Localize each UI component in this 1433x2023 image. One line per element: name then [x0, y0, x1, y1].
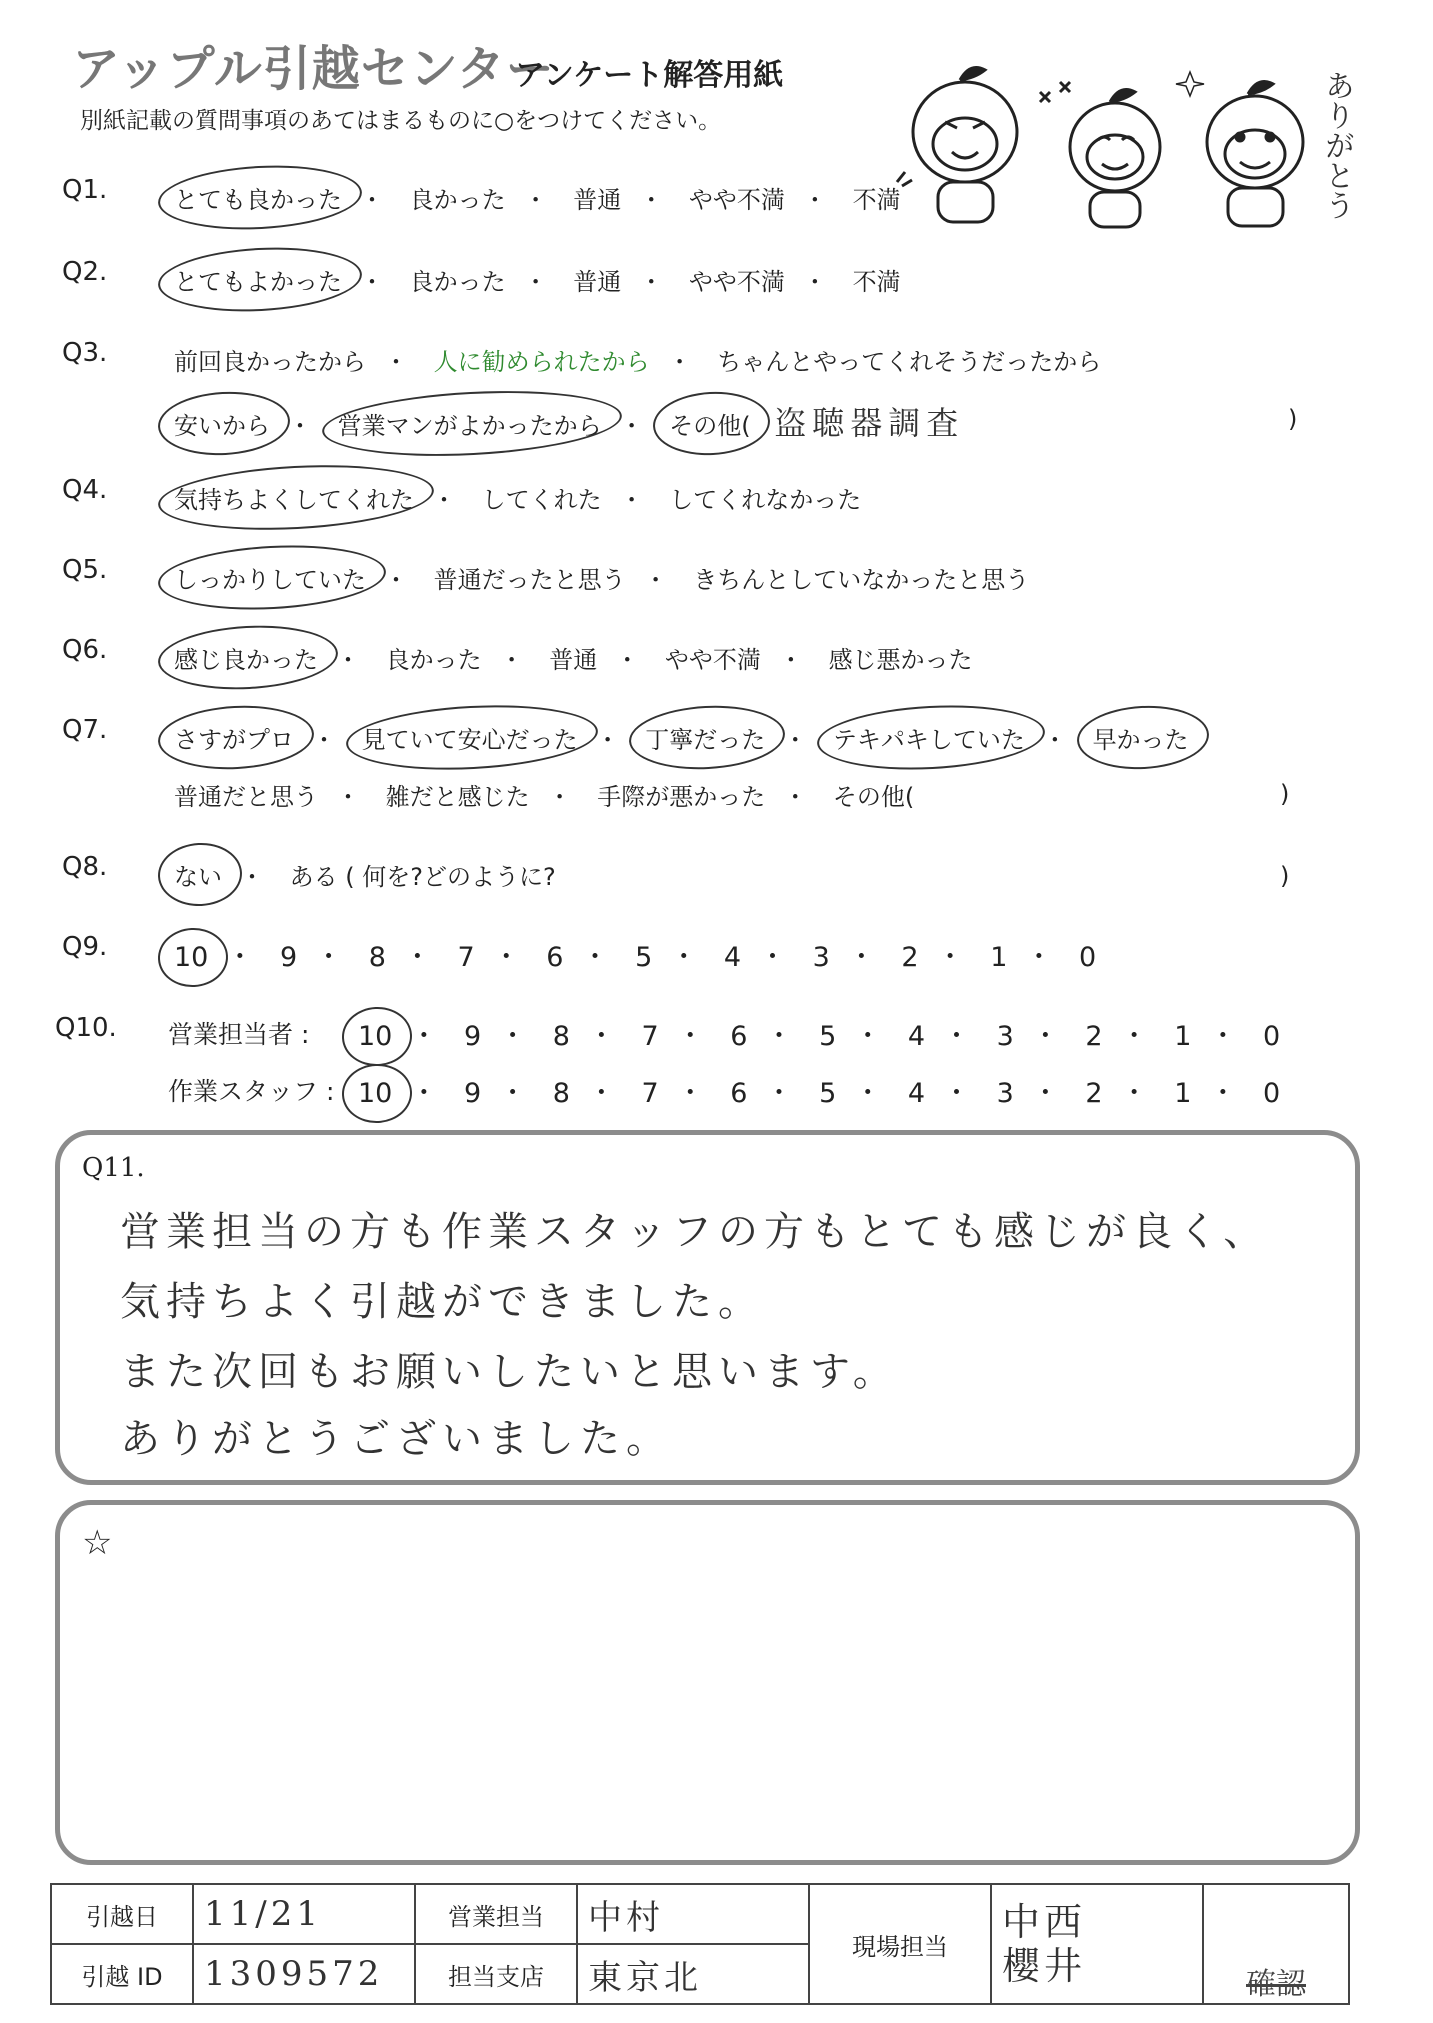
q11-comment-line-3: また次回もお願いしたいと思います。 [120, 1349, 899, 1395]
company-title: アップル引越センター [72, 41, 555, 97]
q6-option-1[interactable]: 感じ良かった [168, 638, 324, 677]
q10-staff-score-2[interactable]: 2 [1085, 1078, 1103, 1109]
q10-sales-score-7[interactable]: 7 [641, 1021, 659, 1052]
q11-comment-line-1: 営業担当の方も作業スタッフの方もとても感じが良く、 [120, 1209, 1270, 1255]
q10-staff-score-5[interactable]: 5 [819, 1078, 837, 1109]
q11-label: Q11. [82, 1153, 145, 1183]
q1-option-4[interactable]: やや不満 [688, 186, 785, 214]
q7-close-paren: ) [1280, 780, 1290, 808]
q9-score-10[interactable]: 10 [168, 940, 214, 975]
q2-option-4[interactable]: やや不満 [688, 268, 785, 296]
q5-option-3[interactable]: きちんとしていなかったと思う [693, 566, 1030, 594]
q2-option-3[interactable]: 普通 [573, 268, 622, 296]
q7-option-5[interactable]: 早かった [1087, 718, 1195, 757]
q9-score-1[interactable]: 1 [990, 942, 1008, 973]
q10-staff-score-4[interactable]: 4 [907, 1078, 926, 1109]
q10-sales-score-10[interactable]: 10 [352, 1019, 398, 1054]
q7-options-line2: 普通だと思う ・ 雑だと感じた ・ 手際が悪かった ・ その他( [168, 775, 920, 814]
q8-options: ない ・ ある ( 何を?どのように? [168, 855, 562, 894]
confirmation-cell [1203, 1884, 1349, 2004]
q6-option-5[interactable]: 感じ悪かった [828, 646, 973, 674]
q10-staff-score-0[interactable]: 0 [1262, 1078, 1281, 1109]
q6-options: 感じ良かった ・ 良かった ・ 普通 ・ やや不満 ・ 感じ悪かった [168, 638, 979, 677]
q2-option-2[interactable]: 良かった [409, 268, 506, 296]
q2-option-5[interactable]: 不満 [852, 268, 901, 296]
q2-options: とてもよかった ・ 良かった ・ 普通 ・ やや不満 ・ 不満 [168, 260, 907, 299]
q9-score-9[interactable]: 9 [279, 942, 298, 973]
q6-option-2[interactable]: 良かった [385, 646, 482, 674]
q3-option-5[interactable]: 営業マンがよかったから [332, 404, 608, 443]
q2-label: Q2. [62, 257, 108, 287]
q10-staff-score-1[interactable]: 1 [1174, 1078, 1192, 1109]
q9-score-4[interactable]: 4 [723, 942, 742, 973]
onsite-rep-2: 櫻井 [1002, 1944, 1087, 1988]
q10-staff-score-9[interactable]: 9 [463, 1078, 482, 1109]
q1-option-2[interactable]: 良かった [409, 186, 506, 214]
form-title: アンケート解答用紙 [515, 58, 784, 93]
q3-label: Q3. [62, 338, 108, 368]
q7-option-3[interactable]: 丁寧だった [639, 718, 771, 757]
q7-option-8[interactable]: 手際が悪かった [597, 783, 766, 811]
q11-comment-line-4: ありがとうございました。 [120, 1416, 672, 1462]
q4-options: 気持ちよくしてくれた ・ してくれた ・ してくれなかった [168, 478, 867, 517]
star-label: ☆ [82, 1523, 113, 1563]
sales-rep-label: 営業担当 [415, 1884, 577, 1944]
branch-label: 担当支店 [415, 1944, 577, 2004]
q4-option-2[interactable]: してくれた [481, 486, 602, 514]
q10-sales-score-6[interactable]: 6 [730, 1021, 748, 1052]
move-id-label: 引越 ID [51, 1944, 193, 2004]
branch-value: 東京北 [577, 1944, 809, 2004]
q2-option-1[interactable]: とてもよかった [168, 260, 348, 299]
q8-close-paren: ) [1280, 862, 1290, 890]
confirmation-stamp: 確認 [1246, 1967, 1306, 2002]
q6-option-4[interactable]: やや不満 [664, 646, 761, 674]
q9-score-6[interactable]: 6 [546, 942, 564, 973]
q10-sales-score-8[interactable]: 8 [552, 1021, 570, 1052]
q4-option-1[interactable]: 気持ちよくしてくれた [168, 478, 420, 517]
q1-option-3[interactable]: 普通 [573, 186, 622, 214]
mascot-middle [1040, 82, 1160, 227]
q10-staff-score-10[interactable]: 10 [352, 1076, 398, 1111]
q10-staff-label: 作業スタッフ : [168, 1077, 335, 1106]
q4-option-3[interactable]: してくれなかった [669, 486, 862, 514]
q5-option-2[interactable]: 普通だったと思う [433, 566, 626, 594]
mascot-right [1176, 72, 1303, 226]
q10-staff-score-8[interactable]: 8 [552, 1078, 570, 1109]
q5-option-1[interactable]: しっかりしていた [168, 558, 372, 597]
q5-options: しっかりしていた ・ 普通だったと思う ・ きちんとしていなかったと思う [168, 558, 1035, 597]
onsite-rep-1: 中西 [1002, 1900, 1087, 1944]
q1-option-1[interactable]: とても良かった [168, 178, 348, 217]
q11-comment-line-2: 気持ちよく引越ができました。 [120, 1279, 764, 1325]
q7-option-other[interactable]: その他( [832, 783, 915, 811]
q10-label: Q10. [55, 1013, 117, 1043]
q9-score-8[interactable]: 8 [368, 942, 386, 973]
q9-score-5[interactable]: 5 [635, 942, 653, 973]
q9-score-0[interactable]: 0 [1078, 942, 1097, 973]
q9-score-7[interactable]: 7 [457, 942, 475, 973]
onsite-rep-values [991, 1884, 1203, 2004]
thanks-text: ありがとう [1319, 70, 1354, 220]
q7-option-1[interactable]: さすがプロ [168, 718, 300, 757]
q10-staff-scale: 10 ・ 9 ・ 8 ・ 7 ・ 6 ・ 5 ・ 4 ・ 3 ・ 2 ・ 1 ・ 0 [352, 1071, 1286, 1111]
q4-label: Q4. [62, 475, 108, 505]
sales-rep-value: 中村 [577, 1884, 809, 1944]
q1-option-5[interactable]: 不満 [852, 186, 901, 214]
q9-scale: 10 ・ 9 ・ 8 ・ 7 ・ 6 ・ 5 ・ 4 ・ 3 ・ 2 ・ 1 ・ 0 [168, 935, 1102, 975]
q10-staff-score-7[interactable]: 7 [641, 1078, 659, 1109]
move-id-value: 1309572 [193, 1944, 415, 2004]
star-comment-box[interactable] [55, 1500, 1360, 1865]
move-date-label: 引越日 [51, 1884, 193, 1944]
q10-sales-score-0[interactable]: 0 [1262, 1021, 1281, 1052]
q7-option-7[interactable]: 雑だと感じた [385, 783, 530, 811]
mascot-left [897, 68, 1017, 222]
q7-label: Q7. [62, 715, 108, 745]
q5-label: Q5. [62, 555, 108, 585]
q10-sales-label: 営業担当者 : [168, 1020, 310, 1049]
q6-option-3[interactable]: 普通 [549, 646, 598, 674]
q7-option-2[interactable]: 見ていて安心だった [356, 718, 584, 757]
q3-close-paren: ) [1288, 405, 1298, 433]
instruction-text: 別紙記載の質問事項のあてはまるものに○をつけてください。 [80, 108, 722, 134]
q10-sales-score-1[interactable]: 1 [1174, 1021, 1192, 1052]
q7-option-6[interactable]: 普通だと思う [174, 783, 318, 811]
q8-option-some[interactable]: ある ( 何を?どのように? [289, 863, 556, 891]
q3-options-line1: 前回良かったから ・ 人に勧められたから ・ ちゃんとやってくれそうだったから [168, 340, 1107, 379]
q8-option-none[interactable]: ない [168, 855, 228, 894]
mascot-illustration [890, 52, 1360, 232]
footer-info-table [50, 1883, 1350, 2005]
q3-option-3[interactable]: ちゃんとやってくれそうだったから [717, 348, 1102, 376]
q10-sales-score-4[interactable]: 4 [907, 1021, 926, 1052]
q3-option-2[interactable]: 人に勧められたから [433, 348, 650, 376]
q7-option-4[interactable]: テキパキしていた [827, 718, 1031, 757]
q10-staff-score-3[interactable]: 3 [996, 1078, 1014, 1109]
q9-label: Q9. [62, 932, 108, 962]
q10-sales-score-2[interactable]: 2 [1085, 1021, 1103, 1052]
q3-options-line2: 安いから ・ 営業マンがよかったから ・ その他( 盗聴器調査 [168, 398, 964, 444]
onsite-rep-label: 現場担当 [809, 1884, 991, 2004]
q10-sales-score-3[interactable]: 3 [996, 1021, 1014, 1052]
q3-option-4[interactable]: 安いから [168, 404, 276, 443]
q10-sales-score-5[interactable]: 5 [819, 1021, 837, 1052]
q3-other-text: 盗聴器調査 [774, 404, 965, 442]
q9-score-2[interactable]: 2 [901, 942, 919, 973]
q1-options: とても良かった ・ 良かった ・ 普通 ・ やや不満 ・ 不満 [168, 178, 907, 217]
q7-options-line1: さすがプロ ・ 見ていて安心だった ・ 丁寧だった ・ テキパキしていた ・ 早かった [168, 718, 1195, 757]
move-date-value: 11/21 [193, 1884, 415, 1944]
q8-label: Q8. [62, 852, 108, 882]
q9-score-3[interactable]: 3 [812, 942, 830, 973]
q10-sales-score-9[interactable]: 9 [463, 1021, 482, 1052]
q10-sales-scale: 10 ・ 9 ・ 8 ・ 7 ・ 6 ・ 5 ・ 4 ・ 3 ・ 2 ・ 1 ・ 0 [352, 1014, 1286, 1054]
q11-comment-box[interactable] [55, 1130, 1360, 1485]
q10-staff-score-6[interactable]: 6 [730, 1078, 748, 1109]
q1-label: Q1. [62, 175, 108, 205]
q3-option-1[interactable]: 前回良かったから [174, 348, 366, 376]
q6-label: Q6. [62, 635, 108, 665]
q3-option-other[interactable]: その他( [663, 404, 756, 443]
